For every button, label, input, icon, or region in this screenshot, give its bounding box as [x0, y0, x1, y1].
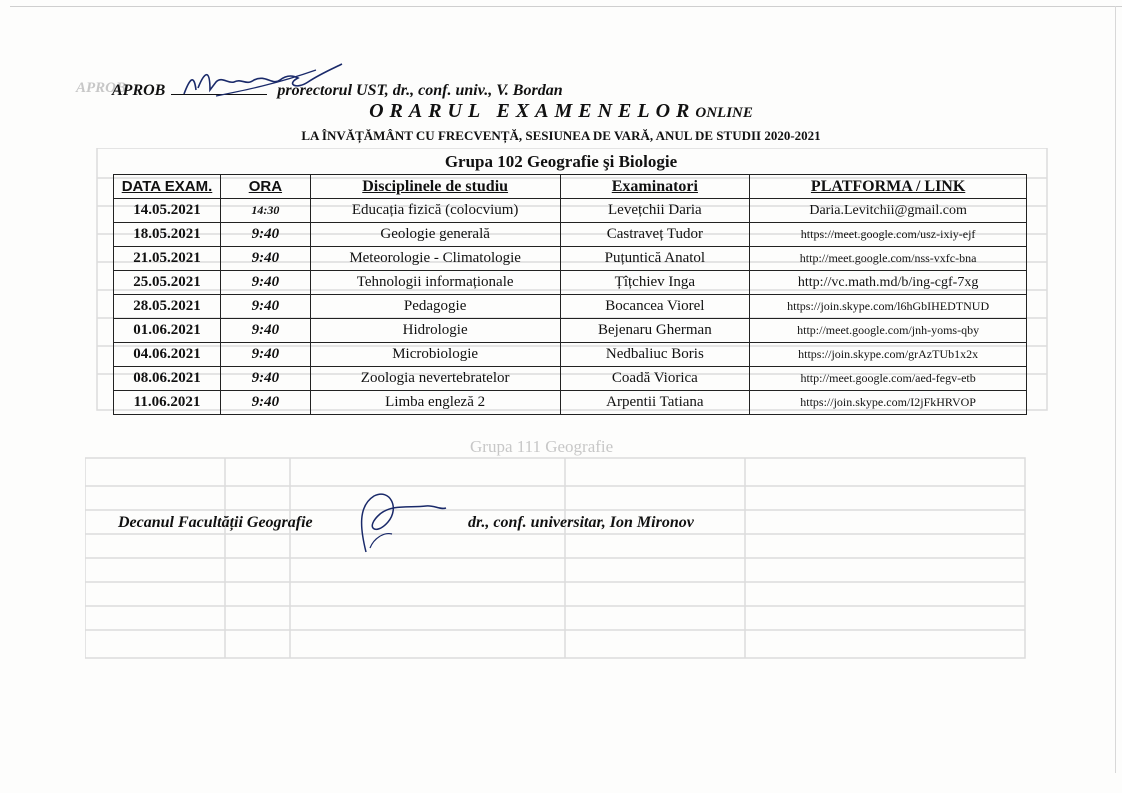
column-header-platform: PLATFORMA / LINK	[750, 175, 1027, 199]
examiner: Puțuntică Anatol	[560, 247, 750, 271]
platform-link[interactable]: https://meet.google.com/usz-ixiy-ejf	[750, 223, 1027, 247]
table-row	[114, 295, 1027, 319]
bleed-through-text: APROB	[76, 80, 127, 96]
discipline: Microbiologie	[310, 343, 560, 367]
dean-name: dr., conf. universitar, Ion Mironov	[468, 514, 694, 531]
platform-link[interactable]: https://join.skype.com/grAzTUb1x2x	[750, 343, 1027, 367]
examiner: Castraveț Tudor	[560, 223, 750, 247]
approve-label: APROB	[112, 82, 166, 99]
exam-date: 28.05.2021	[114, 295, 221, 319]
discipline: Meteorologie - Climatologie	[310, 247, 560, 271]
title-text: ORARUL EXAMENELOR	[369, 100, 696, 122]
table-row	[114, 391, 1027, 415]
examiner: Levețchii Daria	[560, 199, 750, 223]
platform-link[interactable]: http://meet.google.com/nss-vxfc-bna	[750, 247, 1027, 271]
discipline: Hidrologie	[310, 319, 560, 343]
examiner: Bejenaru Gherman	[560, 319, 750, 343]
table-row	[114, 343, 1027, 367]
exam-time: 9:40	[220, 223, 310, 247]
exam-date: 21.05.2021	[114, 247, 221, 271]
dean-label: Decanul Facultății Geografie	[118, 514, 313, 531]
exam-date: 04.06.2021	[114, 343, 221, 367]
table-row	[114, 199, 1027, 223]
exam-date: 01.06.2021	[114, 319, 221, 343]
exam-time: 14:30	[220, 199, 310, 223]
exam-time: 9:40	[220, 295, 310, 319]
table-row	[114, 367, 1027, 391]
dean-signature-line	[118, 514, 694, 532]
examiner: Bocancea Viorel	[560, 295, 750, 319]
column-header-examiner: Examinatori	[560, 175, 750, 199]
document-title	[0, 100, 1122, 123]
examiner: Arpentii Tatiana	[560, 391, 750, 415]
discipline: Limba engleză 2	[310, 391, 560, 415]
table-row	[114, 319, 1027, 343]
exam-time: 9:40	[220, 319, 310, 343]
examiner: Coadă Viorica	[560, 367, 750, 391]
platform-link[interactable]: Daria.Levitchii@gmail.com	[750, 199, 1027, 223]
exam-date: 14.05.2021	[114, 199, 221, 223]
examiner: Nedbaliuc Boris	[560, 343, 750, 367]
group-title: Grupa 102 Geografie şi Biologie	[444, 152, 678, 171]
exam-time: 9:40	[220, 391, 310, 415]
exam-time: 9:40	[220, 247, 310, 271]
exam-time: 9:40	[220, 367, 310, 391]
platform-link[interactable]: http://vc.math.md/b/ing-cgf-7xg	[750, 271, 1027, 295]
table-row	[114, 271, 1027, 295]
title-suffix: ONLINE	[695, 105, 753, 121]
table-row	[114, 223, 1027, 247]
examiner: Țîțchiev Inga	[560, 271, 750, 295]
bleed-through-text: Grupa 111 Geografie	[470, 437, 614, 456]
exam-time: 9:40	[220, 343, 310, 367]
exam-date: 11.06.2021	[114, 391, 221, 415]
exam-schedule-table	[113, 174, 1027, 415]
prorector-signature	[176, 60, 346, 104]
exam-date: 18.05.2021	[114, 223, 221, 247]
column-header-date: DATA EXAM.	[114, 175, 221, 199]
platform-link[interactable]: https://join.skype.com/I2jFkHRVOP	[750, 391, 1027, 415]
exam-time: 9:40	[220, 271, 310, 295]
discipline: Pedagogie	[310, 295, 560, 319]
discipline: Tehnologii informaționale	[310, 271, 560, 295]
discipline: Educația fizică (colocvium)	[310, 199, 560, 223]
discipline: Zoologia nevertebratelor	[310, 367, 560, 391]
discipline: Geologie generală	[310, 223, 560, 247]
column-header-discipline: Disciplinele de studiu	[310, 175, 560, 199]
table-row	[114, 247, 1027, 271]
document-subtitle: LA ÎNVĂȚĂMÂNT CU FRECVENȚĂ, SESIUNEA DE VARĂ, ANUL DE STUDII 2020-2021	[301, 128, 821, 143]
column-header-time: ORA	[220, 175, 310, 199]
page-edge	[10, 6, 1122, 7]
platform-link[interactable]: http://meet.google.com/aed-fegv-etb	[750, 367, 1027, 391]
table-header-row	[114, 175, 1027, 199]
exam-date: 08.06.2021	[114, 367, 221, 391]
dean-signature	[330, 488, 450, 558]
exam-date: 25.05.2021	[114, 271, 221, 295]
approve-text: prorectorul UST, dr., conf. univ., V. Bordan	[277, 82, 563, 99]
platform-link[interactable]: https://join.skype.com/l6hGbIHEDTNUD	[750, 295, 1027, 319]
platform-link[interactable]: http://meet.google.com/jnh-yoms-qby	[750, 319, 1027, 343]
